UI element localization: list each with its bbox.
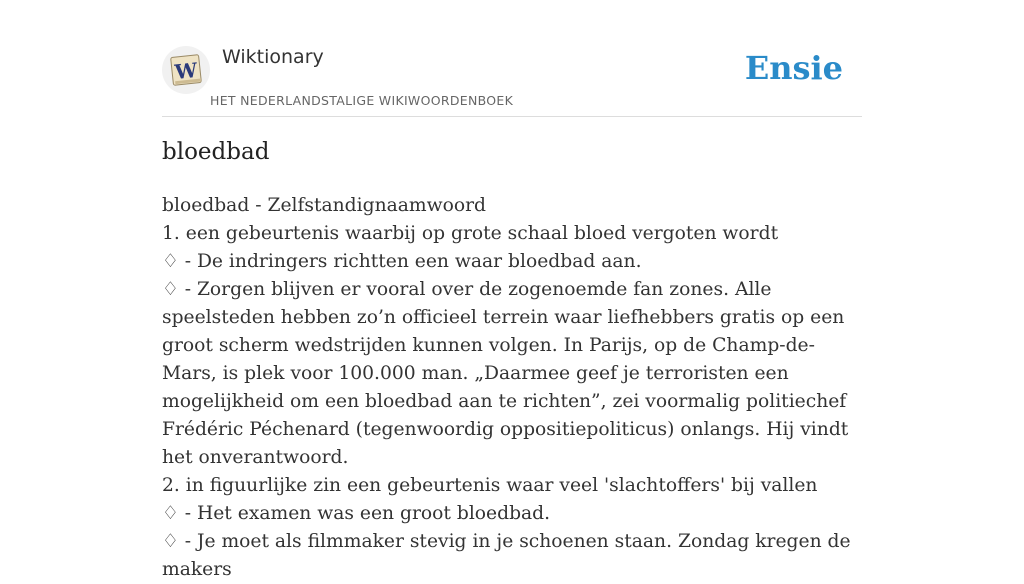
definition-1: 1. een gebeurtenis waarbij op grote schaal bloed vergoten wordt [162, 223, 779, 244]
site-tagline: HET NEDERLANDSTALIGE WIKIWOORDENBOEK [210, 93, 514, 108]
wiktionary-tile-icon [166, 50, 206, 90]
ensie-brand-link[interactable]: Ensie [744, 49, 843, 87]
example-2a: ♢ - Het examen was een groot bloedbad. [162, 503, 551, 524]
wiktionary-logo-icon[interactable] [162, 46, 210, 94]
entry-body [162, 192, 862, 584]
example-1a: ♢ - De indringers richtten een waar bloedbad aan. [162, 251, 642, 272]
logo-letter: W [173, 57, 199, 85]
page-title: bloedbad [162, 139, 270, 165]
example-1b: ♢ - Zorgen blijven er vooral over de zogenoemde fan zones. Alle speelsteden hebben zo’n officieel terrein waar liefhebbers gratis op een groot scherm wedstrijden kunnen volgen. In Parijs, op de Champ-de-Mars, is plek voor 100.000 man. „Daarmee geef je terroristen een mogelijkheid om een bloedbad aan te richten”, zei voormalig politiechef Frédéric Péchenard (tegenwoordig oppositiepoliticus) onlangs. Hij vindt het onverantwoord. [162, 279, 849, 468]
definition-2: 2. in figuurlijke zin een gebeurtenis waar veel 'slachtoffers' bij vallen [162, 475, 818, 496]
site-name[interactable]: Wiktionary [222, 46, 324, 68]
entry-heading: bloedbad - Zelfstandignaamwoord [162, 195, 487, 216]
example-2b: ♢ - Je moet als filmmaker stevig in je schoenen staan. Zondag kregen de makers [162, 531, 851, 580]
site-header [162, 40, 862, 117]
